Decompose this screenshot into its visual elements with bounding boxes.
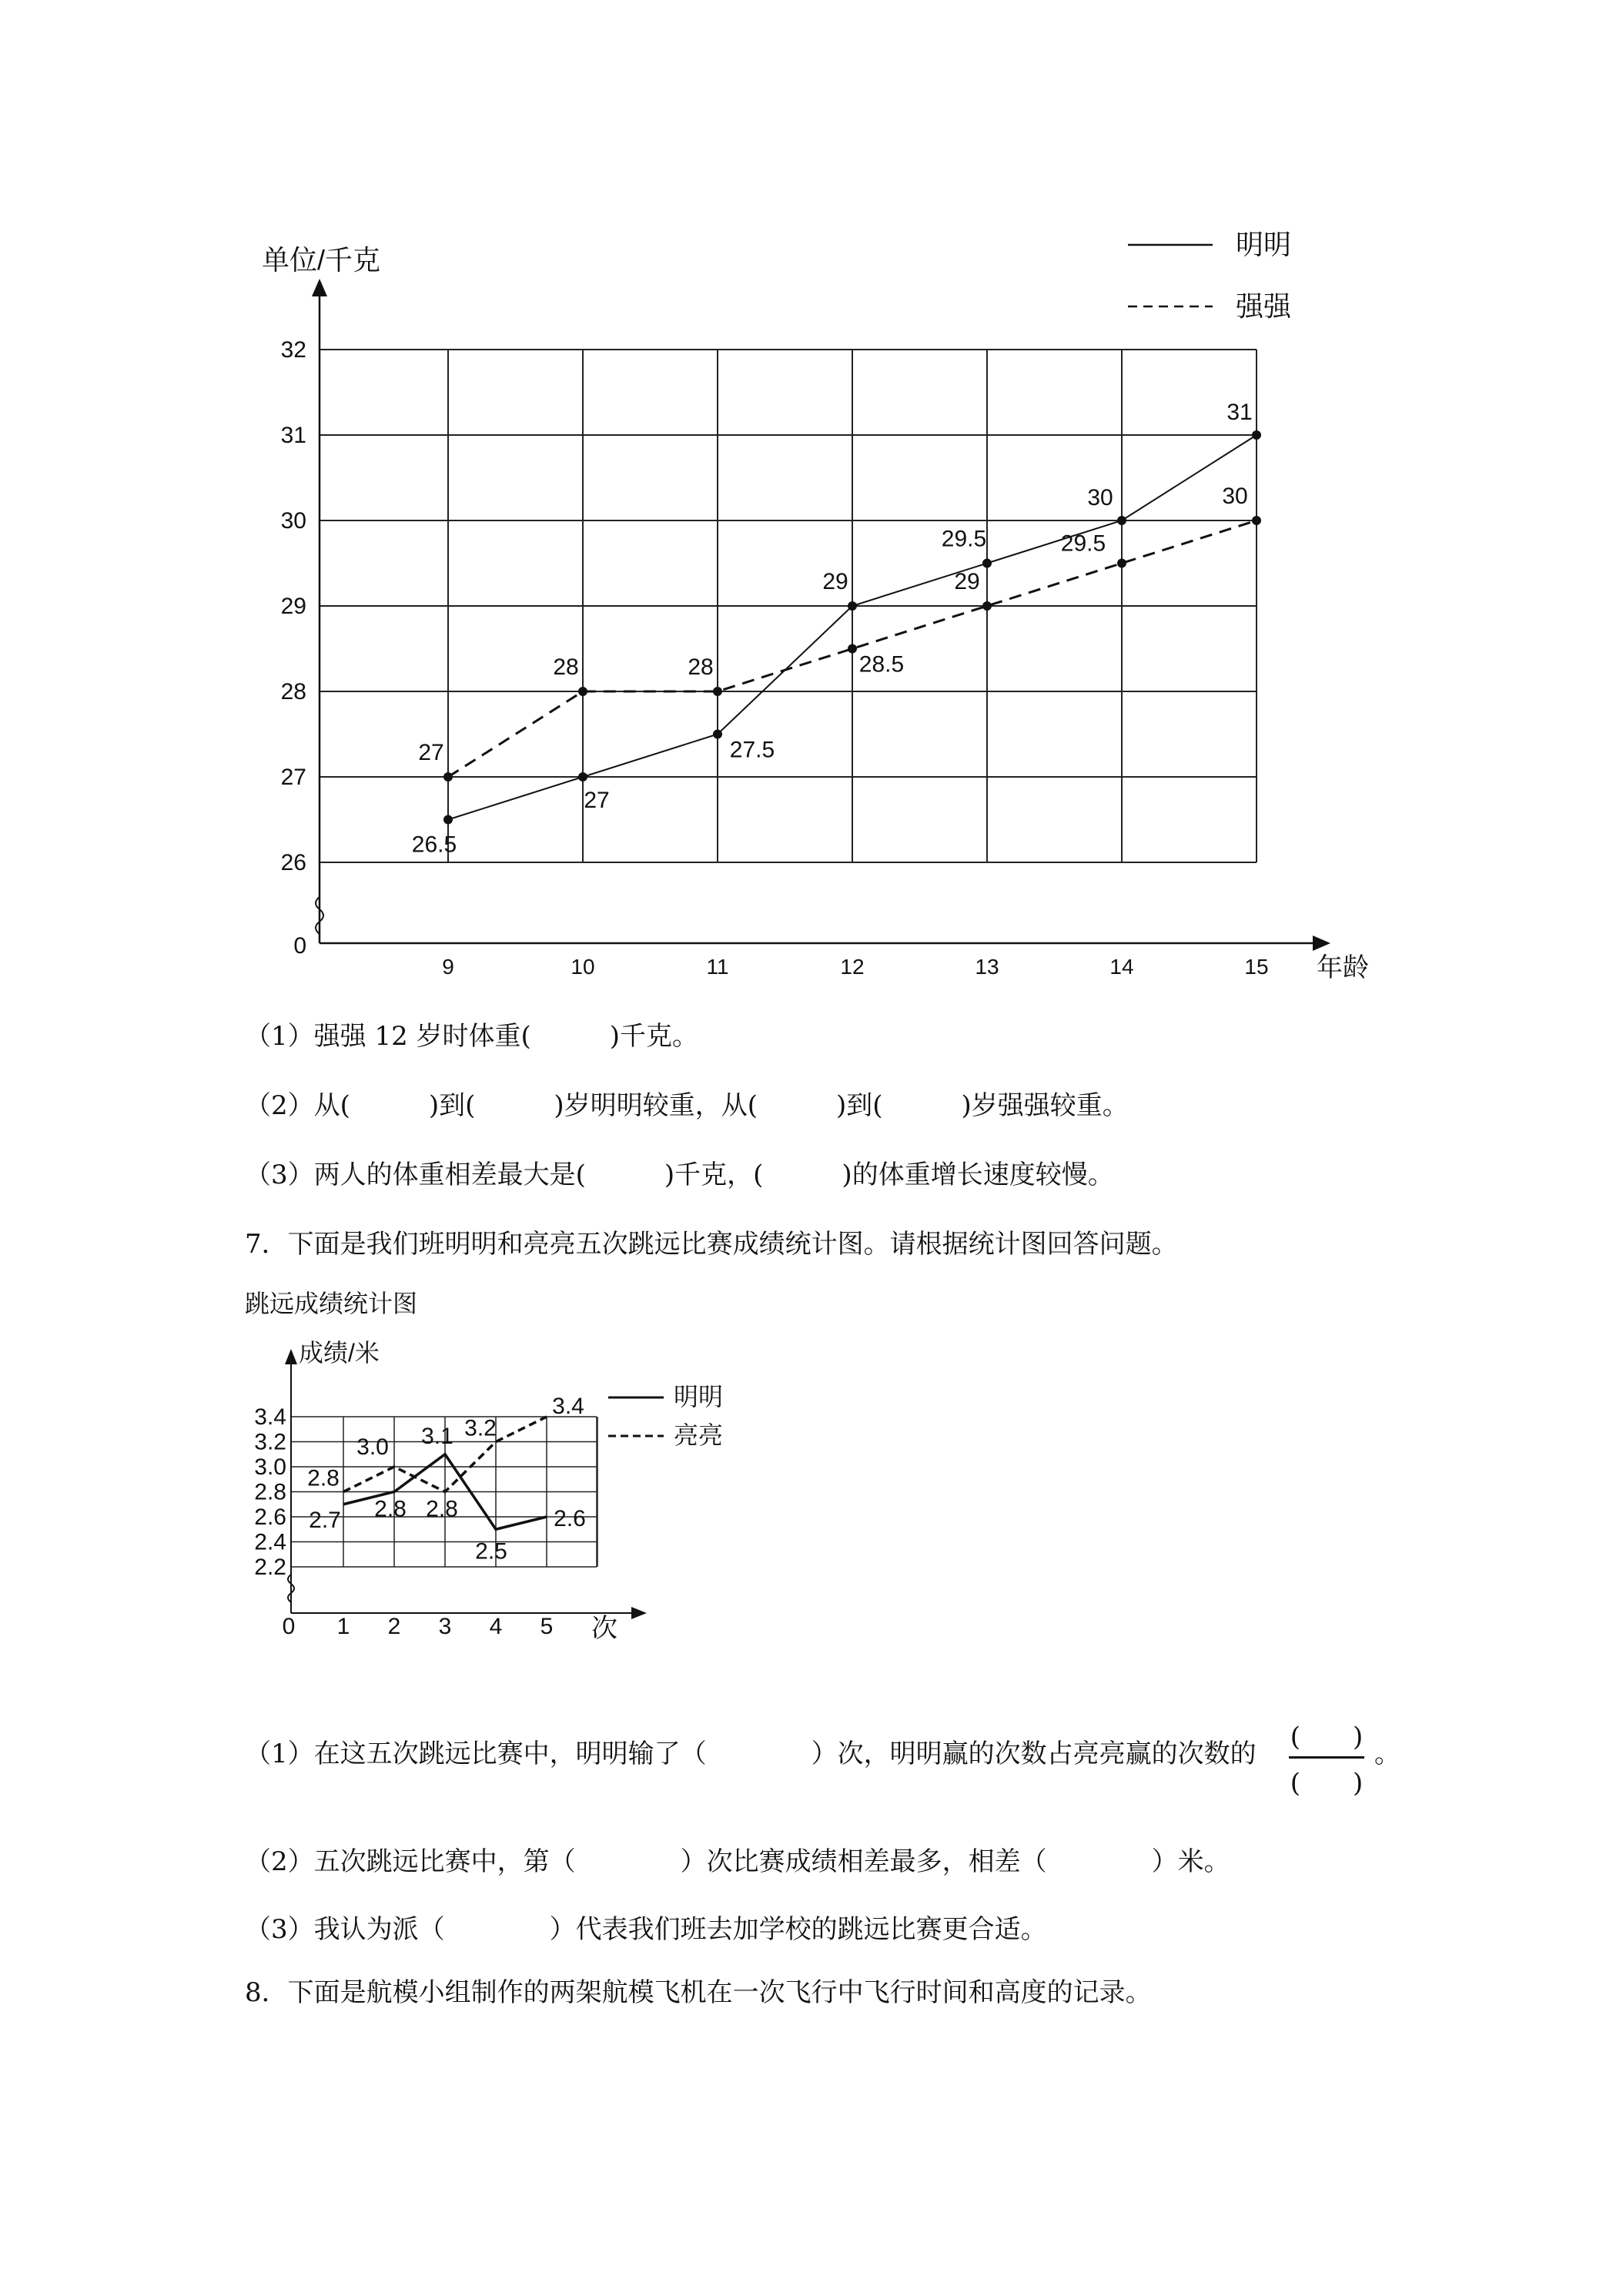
data-label: 29 (954, 569, 980, 594)
x-tick-label: 12 (840, 955, 865, 979)
weight-line-chart (0, 0, 1623, 1001)
data-label: 27 (584, 788, 610, 813)
data-point (443, 815, 453, 825)
x-tick-label: 2 (387, 1614, 401, 1639)
data-point (982, 559, 992, 568)
data-label: 28 (688, 654, 714, 680)
x-tick-label: 9 (442, 955, 454, 979)
data-label: 2.8 (307, 1465, 340, 1491)
q7-period: 。 (1374, 1739, 1400, 1769)
data-label: 3.2 (464, 1415, 497, 1441)
q6-part3: （3）两人的体重相差最大是( )千克，( )的体重增长速度较慢。 (245, 1160, 1114, 1190)
y-axis-arrow (312, 279, 327, 296)
fraction-bar (1289, 1756, 1364, 1759)
data-label: 2.5 (475, 1538, 507, 1565)
y-tick-label: 30 (280, 508, 306, 534)
data-label: 2.7 (309, 1507, 341, 1533)
y-tick-label: 2.4 (254, 1529, 286, 1555)
jump-line-chart (0, 1309, 770, 1663)
legend-label: 强强 (1236, 290, 1292, 322)
data-label: 26.5 (411, 832, 457, 858)
y-tick-label: 3.2 (254, 1429, 286, 1455)
data-point (848, 601, 857, 611)
data-label: 2.6 (554, 1506, 586, 1531)
y-tick-label: 2.8 (254, 1479, 286, 1505)
q6-part1: （1）强强 12 岁时体重( )千克。 (245, 1021, 699, 1052)
data-point (578, 772, 587, 782)
data-label: 31 (1226, 400, 1253, 425)
y-tick-label: 2.2 (254, 1555, 286, 1580)
y-tick-label: 29 (280, 594, 306, 619)
legend-label: 明明 (1236, 229, 1292, 260)
data-label: 2.8 (426, 1496, 458, 1522)
data-label: 30 (1222, 484, 1248, 509)
y-tick-label: 32 (280, 337, 306, 363)
y-tick-label: 2.6 (254, 1504, 286, 1530)
q7-title: 7．下面是我们班明明和亮亮五次跳远比赛成绩统计图。请根据统计图回答问题。 (245, 1229, 1178, 1260)
legend-label: 明明 (674, 1383, 724, 1411)
q7-part2: （2）五次跳远比赛中，第（ ）次比赛成绩相差最多，相差（ ）米。 (245, 1846, 1230, 1877)
x-tick-label: 5 (540, 1614, 554, 1639)
legend-label: 亮亮 (674, 1421, 724, 1449)
data-label: 2.8 (374, 1496, 407, 1522)
data-point (713, 730, 722, 739)
q7-chart-title: 跳远成绩统计图 (245, 1289, 418, 1318)
data-label: 29.5 (1060, 530, 1106, 557)
data-point (982, 601, 992, 611)
x-tick-label: 1 (336, 1614, 350, 1639)
x-tick-label: 15 (1244, 955, 1269, 979)
x-axis-arrow (631, 1607, 647, 1619)
data-point (443, 772, 453, 782)
q7-part1: （1）在这五次跳远比赛中，明明输了（ ）次，明明赢的次数占亮亮赢的次数的 (245, 1739, 1257, 1769)
x-axis-arrow (1313, 935, 1330, 951)
data-point (1252, 430, 1261, 440)
data-label: 3.1 (421, 1423, 453, 1449)
y-tick-label: 28 (280, 679, 306, 705)
y-tick-label: 3.4 (254, 1404, 286, 1430)
x-tick-label: 11 (706, 955, 729, 979)
x-tick-label: 13 (975, 955, 999, 979)
data-point (1252, 516, 1261, 525)
data-label: 28 (553, 654, 579, 680)
q7-fraction (1284, 1715, 1369, 1799)
y-axis-label: 成绩/米 (299, 1339, 380, 1367)
x-tick-label: 4 (489, 1614, 503, 1639)
y-axis-label: 单位/千克 (262, 244, 381, 276)
data-label: 3.4 (552, 1394, 584, 1419)
y-axis-arrow (285, 1349, 297, 1364)
x-tick-label: 0 (282, 1614, 296, 1639)
fraction-denominator: ( ) (1290, 1768, 1364, 1799)
q7-part3: （3）我认为派（ ）代表我们班去加学校的跳远比赛更合适。 (245, 1914, 1047, 1945)
q6-part2: （2）从( )到( )岁明明较重，从( )到( )岁强强较重。 (245, 1090, 1129, 1121)
x-tick-label: 10 (571, 955, 595, 979)
data-point (848, 644, 857, 654)
data-label: 3.0 (356, 1434, 389, 1460)
x-tick-label: 14 (1109, 955, 1134, 979)
data-point (713, 687, 722, 696)
data-label: 27 (418, 740, 444, 765)
data-point (578, 687, 587, 696)
fraction-numerator: ( ) (1290, 1722, 1364, 1752)
y-tick-label: 26 (280, 850, 306, 875)
data-label: 30 (1087, 485, 1113, 510)
x-axis-label: 年龄 (1317, 953, 1369, 982)
data-point (1117, 516, 1126, 525)
data-point (1117, 559, 1126, 568)
x-tick-label: 3 (438, 1614, 452, 1639)
data-label: 28.5 (858, 651, 905, 678)
y-tick-label: 27 (280, 765, 306, 790)
q8-title: 8．下面是航模小组制作的两架航模飞机在一次飞行中飞行时间和高度的记录。 (245, 1977, 1152, 2008)
data-label: 29 (822, 569, 848, 594)
y-tick-label: 31 (280, 423, 306, 448)
data-label: 27.5 (729, 737, 775, 763)
data-label: 29.5 (941, 526, 987, 552)
y-tick-label: 3.0 (254, 1454, 286, 1480)
y-tick-label: 0 (293, 933, 306, 959)
x-axis-label: 次 (591, 1614, 617, 1643)
